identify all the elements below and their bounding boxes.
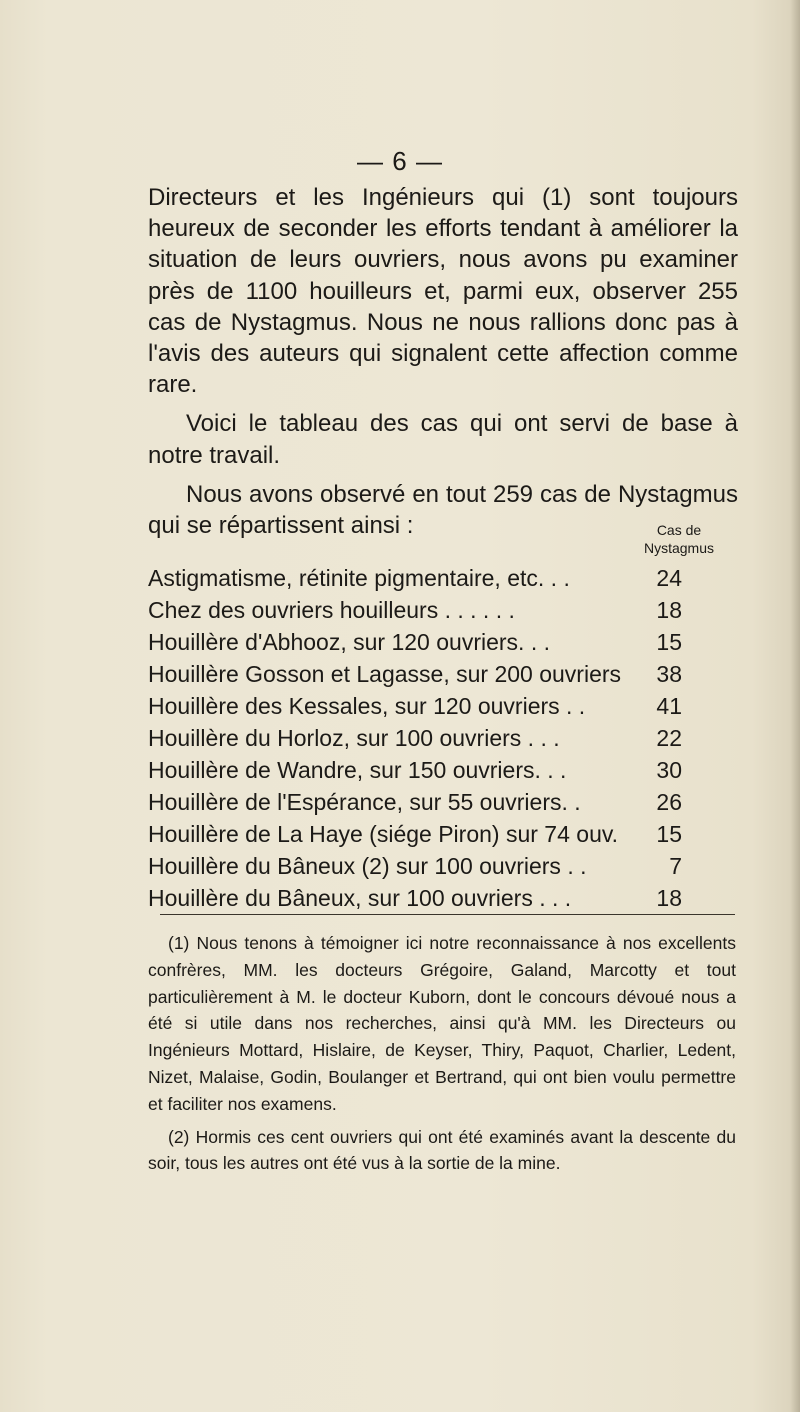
footnote-2: (2) Hormis ces cent ouvriers qui ont été examinés avant la descente du soir, tous les autres ont été vus à la sortie de la mine.	[148, 1126, 736, 1174]
row-value: 24	[656, 565, 682, 591]
row-value: 22	[656, 725, 682, 751]
footnotes	[148, 930, 736, 1177]
row-value: 15	[656, 821, 682, 847]
page-edge-shadow	[790, 0, 800, 1412]
body-text	[148, 182, 738, 541]
table-row	[148, 882, 748, 914]
row-label: Houillère des Kessales, sur 120 ouvriers . .	[148, 693, 586, 719]
table-row	[148, 754, 748, 786]
table-row	[148, 850, 748, 882]
paragraph-table-intro: Voici le tableau des cas qui ont servi de base à notre travail.	[148, 410, 738, 469]
row-value: 30	[656, 757, 682, 783]
row-label: Houillère de l'Espérance, sur 55 ouvriers. .	[148, 789, 581, 815]
table-row	[148, 818, 748, 850]
row-label: Houillère du Horloz, sur 100 ouvriers . . .	[148, 725, 560, 751]
row-label: Astigmatisme, rétinite pigmentaire, etc. . .	[148, 565, 570, 591]
row-value: 38	[656, 661, 682, 687]
column-header-line: Nystagmus	[643, 540, 715, 556]
row-value: 26	[656, 789, 682, 815]
row-value: 7	[669, 853, 682, 879]
page-number: — 6 —	[357, 146, 443, 176]
column-header-line: Cas de	[656, 522, 702, 538]
table-row	[148, 562, 748, 594]
row-value: 41	[656, 693, 682, 719]
table-row	[148, 722, 748, 754]
footnote-1: (1) Nous tenons à témoigner ici notre reconnaissance à nos excellents confrères, MM. les docteurs Grégoire, Galand, Marcotty et tout particulièrement à M. le docteur Kuborn, dont le concours dévoué nous a été si utile dans nos recherches, ainsi qu'à MM. les Directeurs ou Ingénieurs Mottard, Hislaire, de Keyser, Thiry, Paquot, Charlier, Ledent, Nizet, Malaise, Godin, Boulanger et Bertrand, qui ont bien voulu permettre et faciliter nos examens.	[148, 933, 736, 1114]
row-label: Houillère Gosson et Lagasse, sur 200 ouvriers	[148, 661, 622, 687]
cases-table	[148, 562, 748, 914]
table-row	[148, 786, 748, 818]
footnote-divider	[160, 914, 735, 915]
paragraph-total-cases: Nous avons observé en tout 259 cas de Nystagmus qui se répartissent ainsi :	[148, 480, 738, 540]
row-label: Houillère d'Abhooz, sur 120 ouvriers. . .	[148, 629, 550, 655]
row-value: 15	[656, 629, 682, 655]
table-row	[148, 690, 748, 722]
row-label: Houillère de La Haye (siége Piron) sur 74 ouv.	[148, 821, 619, 847]
table-row	[148, 658, 748, 690]
paragraph-intro: Directeurs et les Ingénieurs qui (1) sont toujours heureux de seconder les efforts tendant à améliorer la situation de leurs ouvriers, nous avons pu examiner près de 1100 houilleurs et, parmi eux, observer 255 cas de Nystagmus. Nous ne nous rallions donc pas à l'avis des auteurs qui signalent cette affection comme rare.	[148, 184, 738, 399]
row-label: Houillère de Wandre, sur 150 ouvriers. . .	[148, 757, 567, 783]
table-row	[148, 594, 748, 626]
row-label: Chez des ouvriers houilleurs . . . . . .	[148, 597, 515, 623]
table-row	[148, 626, 748, 658]
table-column-header	[560, 521, 798, 557]
row-label: Houillère du Bâneux (2) sur 100 ouvriers . .	[148, 853, 587, 879]
row-value: 18	[656, 597, 682, 623]
row-value: 18	[656, 885, 682, 911]
row-label: Houillère du Bâneux, sur 100 ouvriers . . .	[148, 885, 572, 911]
